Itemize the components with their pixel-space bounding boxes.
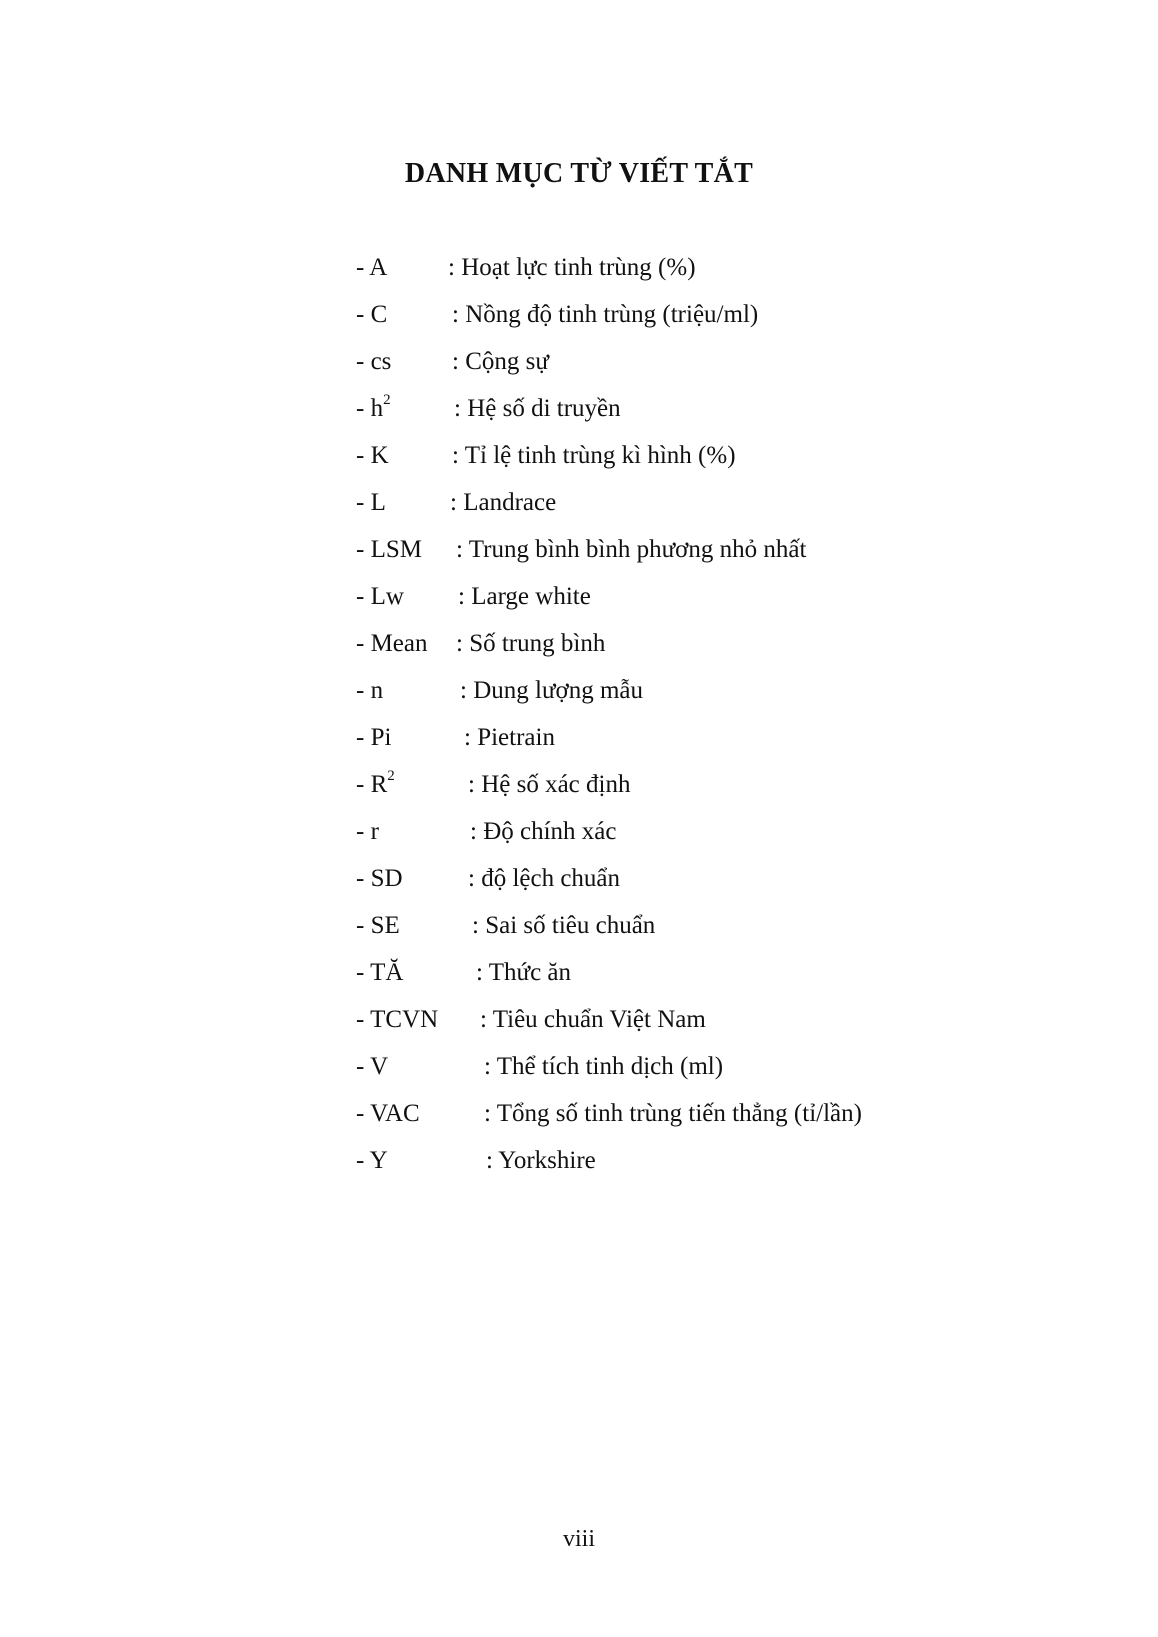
abbreviation-definition: : Pietrain	[464, 724, 555, 751]
abbreviation-term-text: - Mean	[356, 630, 428, 657]
abbreviation-definition: : Trung bình bình phương nhỏ nhất	[456, 536, 807, 563]
abbreviation-definition: : Thức ăn	[476, 959, 572, 986]
abbreviation-term	[356, 910, 400, 942]
abbreviation-definition: : Tiêu chuẩn Việt Nam	[480, 1006, 706, 1033]
abbreviation-definition: : Hệ số di truyền	[454, 395, 621, 422]
abbreviation-term	[356, 393, 391, 425]
abbreviation-term-text: - LSM	[356, 536, 422, 563]
abbreviation-term-text: - L	[356, 489, 386, 516]
abbreviation-term	[356, 722, 391, 754]
abbreviation-term-text: - VAC	[356, 1100, 420, 1127]
abbreviation-term	[356, 534, 422, 566]
abbreviation-definition: : Nồng độ tinh trùng (triệu/ml)	[452, 301, 759, 328]
abbreviation-term-text: - cs	[356, 348, 392, 375]
abbreviation-term-text: - SE	[356, 912, 400, 939]
abbreviation-term	[356, 816, 379, 848]
abbreviation-definition: : độ lệch chuẩn	[468, 865, 621, 892]
abbreviation-term-text: - n	[356, 677, 384, 704]
abbreviation-definition: : Large white	[458, 583, 591, 610]
abbreviation-term-text: - V	[356, 1053, 389, 1080]
abbreviation-definition: : Tổng số tinh trùng tiến thẳng (tỉ/lần)	[484, 1100, 862, 1127]
abbreviation-term-text: - R	[356, 771, 388, 798]
abbreviation-definition: : Cộng sự	[452, 348, 549, 375]
abbreviation-definition: : Số trung bình	[456, 630, 606, 657]
abbreviation-term	[356, 1004, 438, 1036]
abbreviation-definition: : Dung lượng mẫu	[460, 677, 644, 704]
abbreviation-definition: : Tỉ lệ tinh trùng kì hình (%)	[452, 442, 736, 469]
abbreviation-term-text: - SD	[356, 865, 403, 892]
abbreviation-term	[356, 487, 386, 519]
abbreviation-definition: : Landrace	[450, 489, 557, 516]
abbreviation-term	[356, 863, 403, 895]
abbreviation-term	[356, 769, 395, 801]
abbreviation-definition: : Hoạt lực tinh trùng (%)	[448, 254, 696, 281]
abbreviation-term	[356, 675, 383, 707]
abbreviation-definition: : Độ chính xác	[470, 818, 617, 845]
abbreviation-term	[356, 1051, 388, 1083]
abbreviation-term-text: - Lw	[356, 583, 404, 610]
abbreviation-definition: : Thể tích tinh dịch (ml)	[484, 1053, 724, 1080]
abbreviation-definition: : Hệ số xác định	[468, 771, 631, 798]
page-number: viii	[562, 1526, 595, 1552]
abbreviation-term	[356, 628, 428, 660]
abbreviation-term	[356, 1098, 420, 1130]
abbreviation-term-text: - A	[356, 254, 388, 281]
abbreviation-term-text: - Pi	[356, 724, 392, 751]
abbreviation-term-text: - Y	[356, 1147, 388, 1174]
abbreviation-superscript: 2	[383, 391, 391, 408]
abbreviation-term-text: - C	[356, 301, 388, 328]
abbreviation-term	[356, 1145, 388, 1177]
abbreviation-definition: : Yorkshire	[486, 1147, 596, 1174]
abbreviation-term-text: - h	[356, 395, 384, 422]
page-title: DANH MỤC TỪ VIẾT TẮT	[404, 158, 754, 189]
abbreviation-term	[356, 957, 403, 989]
abbreviation-definition: : Sai số tiêu chuẩn	[472, 912, 656, 939]
abbreviation-term-text: - K	[356, 442, 389, 469]
abbreviation-term-text: - TĂ	[356, 959, 404, 986]
abbreviation-term-text: - r	[356, 818, 379, 845]
abbreviation-term	[356, 346, 391, 378]
abbreviation-term	[356, 440, 389, 472]
abbreviation-term	[356, 252, 387, 284]
abbreviation-term	[356, 299, 387, 331]
abbreviation-superscript: 2	[387, 767, 395, 784]
abbreviation-term	[356, 581, 404, 613]
abbreviation-term-text: - TCVN	[356, 1006, 439, 1033]
